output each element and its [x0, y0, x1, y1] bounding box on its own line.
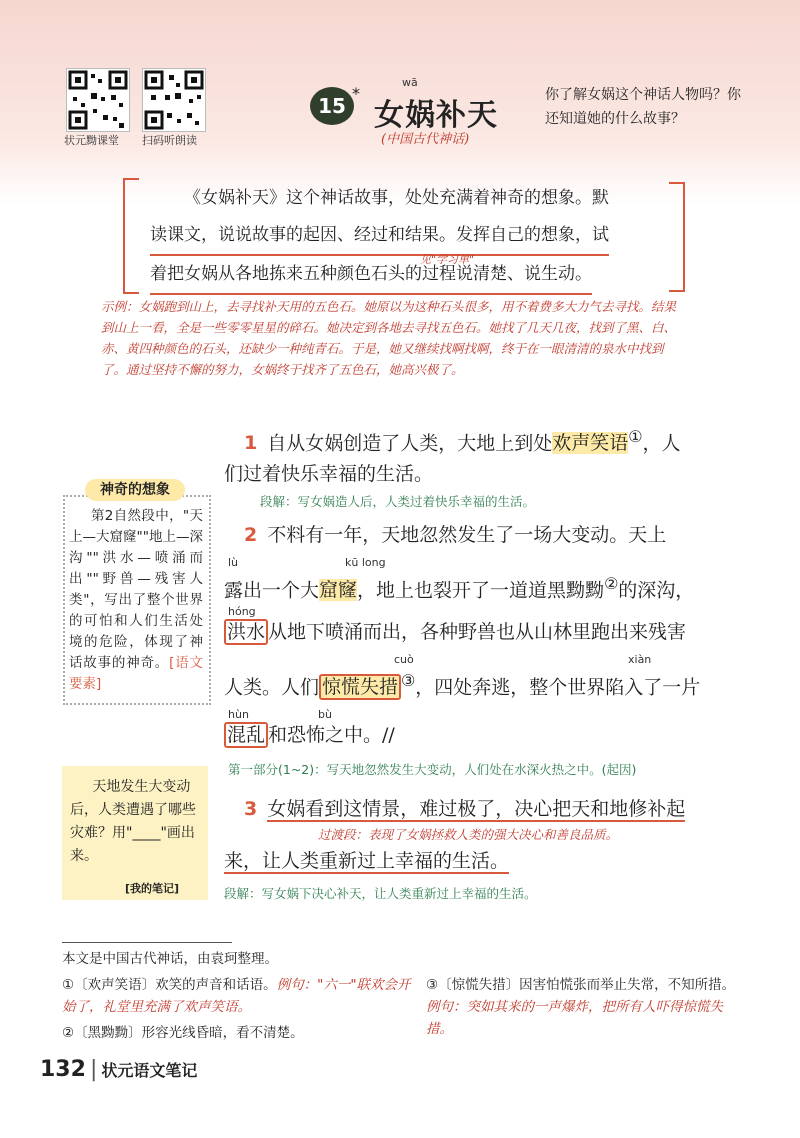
text: 不料有一年，天地忽然发生了一场大变动。天上: [267, 524, 667, 546]
page-number: 132: [40, 1057, 86, 1082]
lesson-number-badge: 15: [310, 87, 354, 125]
underlined-text: 女娲看到这情景，难过极了，决心把天和地修补起: [267, 798, 686, 820]
footnote-text: ③〔惊慌失措〕因害怕慌张而举止失常，不知所措。: [426, 977, 736, 993]
text: ，地上也裂开了一道道黑黝黝: [357, 579, 605, 602]
text: 从地下喷涌而出，各种野兽也从山林里跑出来残害: [268, 621, 687, 643]
text: 露: [224, 579, 244, 602]
pre-reading-question: 你了解女娲这个神话人物吗？你还知道她的什么故事？: [545, 87, 741, 127]
paragraph-1-note: 段解：写女娲造人后，人类过着快乐幸福的生活。: [260, 494, 536, 509]
worksheet-annotation: 见"学习单": [420, 253, 475, 266]
page-footer: 132 | 状元语文笔记: [40, 1057, 198, 1082]
footnote-text: ①〔欢声笑语〕欢笑的声音和话语。: [62, 977, 277, 993]
left-bracket: [123, 178, 139, 294]
pinyin-lu: lù: [228, 556, 239, 569]
text: ，四处奔逃，整个世界陷入了一片: [415, 676, 701, 699]
paragraph-3-line-1: [244, 796, 744, 823]
pinyin-bu: bù: [318, 708, 332, 721]
subtitle: (中国古代神话): [381, 132, 470, 147]
boxed-word: 混乱: [224, 722, 268, 748]
example-answer: 示例：女娲跑到山上，去寻找补天用的五色石。她原以为这种石头很多，用不着费多大力气去寻找。结果到山上一看，全是一些零零星星的碎石。她决定到各地去寻找五色石。她找了几天几夜，找到了黑、白、赤、黄四种颜色的石头，还缺少一种纯青石。于是，她又继续找啊找啊，终于在一眼清清的泉水中找到了。通过坚持不懈的努力，女娲终于找齐了五色石，她高兴极了。: [101, 299, 677, 377]
pinyin-hun: hùn: [228, 708, 249, 721]
footnote-marker: ③: [401, 671, 416, 690]
sidebar-body: 第2自然段中，"天上—大窟窿""地上—深沟""洪水—喷涌而出""野兽—残害人类"，写出了整个世界的可怕和人们生活处境的危险，体现了神话故事的神奇。: [69, 508, 203, 671]
pinyin-hong: hóng: [228, 605, 256, 618]
text: 的深沟，: [618, 579, 695, 602]
part-one-summary: 第一部分(1~2)：写天地忽然发生大变动，人们处在水深火热之中。(起因): [228, 762, 637, 777]
lesson-mark: *: [352, 84, 360, 103]
qr-label-read-aloud: 扫码听朗读: [142, 134, 197, 147]
footnote-example: 例句："六一"联欢会开始了，礼堂里充满了欢声笑语。: [62, 977, 411, 1015]
transition-note: 过渡段：表现了女娲拯救人类的强大决心和善良品质。: [318, 827, 619, 842]
boxed-word: 惊慌失措: [319, 674, 401, 700]
task-line-1: 《女娲补天》这个神话故事，处处充满着神奇的想象。默: [184, 188, 609, 208]
text: 自从女娲创造了人类，大地上到处: [267, 432, 553, 455]
paragraph-number: 1: [244, 432, 258, 455]
highlighted-word: 窟窿: [319, 579, 358, 602]
footnote-2: ②〔黑黝黝〕形容光线昏暗，看不清楚。: [62, 1025, 304, 1041]
paragraph-number: 3: [244, 798, 258, 820]
sidebar-heading: 神奇的想象: [85, 479, 185, 501]
footnote-marker: ①: [628, 427, 643, 446]
qr-code-icon[interactable]: [142, 68, 206, 132]
note-tag: [我的笔记]: [125, 882, 180, 895]
footnote-3: [426, 974, 746, 1040]
paragraph-2-line-3: [224, 619, 744, 646]
pinyin-xian: xiàn: [628, 653, 652, 666]
text: 出一个大: [243, 579, 320, 602]
boxed-word: 洪水: [224, 619, 268, 645]
paragraph-2-line-2: [224, 570, 744, 604]
note-question: [70, 776, 204, 868]
pinyin-cuo: cuò: [394, 653, 414, 666]
footnote-1: [62, 974, 422, 1018]
qr-code-icon[interactable]: [66, 68, 130, 132]
sidebar-text: [69, 506, 203, 695]
sidebar-tag: [语文要素]: [69, 655, 203, 692]
paragraph-2-line-4: [224, 667, 744, 701]
page-title: 女娲补天: [374, 98, 498, 133]
title-pinyin: wā: [402, 76, 418, 89]
source-note: 本文是中国古代神话，由袁珂整理。: [62, 951, 278, 967]
underlined-text: 来，让人类重新过上幸福的生活。: [224, 850, 510, 872]
text: 和恐怖之中。//: [268, 724, 395, 746]
paragraph-number: 2: [244, 524, 258, 546]
footnote-marker: ②: [604, 574, 619, 593]
task-line-3: 着把女娲从各地拣来五种颜色石头的过程说清楚、说生动。: [150, 256, 592, 295]
text: 人类。人们: [224, 676, 320, 699]
pinyin-kulong: kū long: [345, 556, 386, 569]
paragraph-3-line-2: [224, 848, 509, 875]
note-text: 天地发生大变动后，人类遭遇了哪些灾难？用"____"画出来。: [70, 779, 196, 864]
right-bracket: [669, 182, 685, 292]
paragraph-1-line-2: 们过着快乐幸福的生活。: [224, 463, 434, 485]
paragraph-3-note: 段解：写女娲下决心补天，让人类重新过上幸福的生活。: [224, 886, 537, 901]
book-name: 状元语文笔记: [101, 1061, 198, 1080]
paragraph-1-line-1: [244, 423, 744, 457]
paragraph-2-line-1: [244, 522, 744, 549]
reading-task: [150, 180, 670, 295]
text: ，人: [642, 432, 681, 455]
footnote-example: 例句：突如其来的一声爆炸，把所有人吓得惊慌失措。: [426, 999, 723, 1037]
qr-label-classroom: 状元黝课堂: [64, 134, 119, 147]
task-line-2: 读课文，说说故事的起因、经过和结果。发挥自己的想象，试: [150, 217, 609, 256]
paragraph-2-line-5: [224, 722, 744, 749]
highlighted-phrase: 欢声笑语: [552, 432, 629, 455]
footnote-divider: [62, 942, 232, 943]
